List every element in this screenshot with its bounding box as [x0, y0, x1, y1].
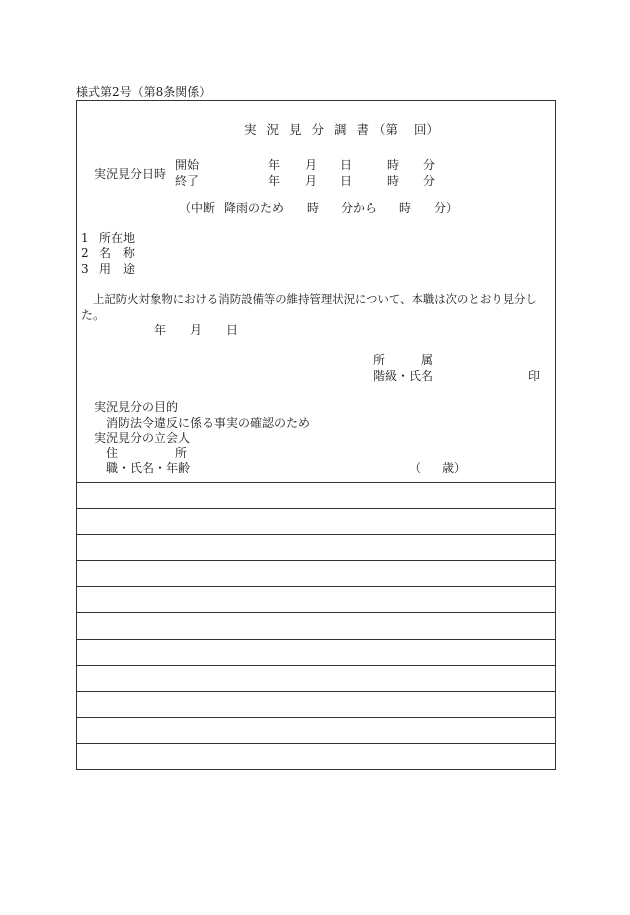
- interruption-open: （中断: [179, 201, 216, 215]
- affiliation-char: 属: [421, 353, 434, 367]
- start-label: 開始: [175, 158, 200, 172]
- date-month-unit: 月: [190, 323, 203, 337]
- witness-age-close: 歳）: [442, 461, 467, 475]
- end-year-unit: 年: [268, 174, 281, 188]
- start-year-unit: 年: [268, 158, 281, 172]
- form-number-header: 様式第2号（第8条関係）: [76, 85, 212, 99]
- item-label-char: 名: [99, 246, 112, 260]
- item-label-char: 途: [123, 262, 136, 276]
- affiliation-char: 所: [373, 353, 386, 367]
- item-label-char: 地: [123, 231, 136, 245]
- item-number: 2: [81, 246, 89, 260]
- title-number-close: 回）: [414, 122, 440, 137]
- start-hour-unit: 時: [387, 158, 400, 172]
- date-day-unit: 日: [226, 323, 239, 337]
- end-hour-unit: 時: [387, 174, 400, 188]
- start-minute-unit: 分: [423, 158, 436, 172]
- item-number: 3: [81, 262, 89, 276]
- title-char: 実: [244, 122, 257, 137]
- writing-line: [76, 612, 556, 613]
- title-number-open: （第: [373, 122, 399, 137]
- interruption-minute-from: 分から: [341, 201, 378, 215]
- witness-label: 実況見分の立会人: [94, 431, 191, 445]
- item-label-char: 在: [111, 231, 124, 245]
- end-label: 終了: [175, 174, 200, 188]
- start-month-unit: 月: [305, 158, 318, 172]
- date-year-unit: 年: [154, 323, 167, 337]
- statement-line-2: た。: [81, 308, 106, 322]
- start-day-unit: 日: [340, 158, 353, 172]
- document-title: [244, 124, 439, 137]
- writing-line: [76, 586, 556, 587]
- writing-line: [76, 482, 556, 483]
- end-minute-unit: 分: [423, 174, 436, 188]
- interruption-hour: 時: [307, 201, 320, 215]
- writing-line: [76, 743, 556, 744]
- interruption-minute-close: 分）: [434, 201, 459, 215]
- writing-line: [76, 665, 556, 666]
- datetime-label: 実況見分日時: [94, 167, 167, 181]
- statement-line-1: 上記防火対象物における消防設備等の維持管理状況について、本職は次のとおり見分し: [93, 292, 537, 306]
- title-char: 分: [311, 122, 325, 137]
- title-char: 調: [334, 122, 347, 137]
- seal-mark: 印: [528, 369, 541, 383]
- writing-line: [76, 691, 556, 692]
- writing-line: [76, 639, 556, 640]
- witness-occupation-label: 職・氏名・年齢: [106, 461, 191, 475]
- item-number: 1: [81, 231, 89, 245]
- item-label-char: 称: [123, 246, 136, 260]
- writing-line: [76, 717, 556, 718]
- title-char: 況: [266, 122, 280, 137]
- writing-line: [76, 508, 556, 509]
- interruption-reason: 降雨のため: [224, 201, 285, 215]
- item-label-char: 所: [99, 231, 112, 245]
- item-label-char: 用: [99, 262, 112, 276]
- end-month-unit: 月: [305, 174, 318, 188]
- writing-line: [76, 560, 556, 561]
- end-day-unit: 日: [340, 174, 353, 188]
- rank-name-label: 階級・氏名: [373, 369, 434, 383]
- purpose-label: 実況見分の目的: [94, 400, 179, 414]
- title-char: 書: [356, 122, 370, 137]
- title-char: 見: [289, 122, 302, 137]
- interruption-hour-2: 時: [399, 201, 412, 215]
- writing-line: [76, 534, 556, 535]
- witness-address-char: 所: [175, 446, 188, 460]
- purpose-text: 消防法令違反に係る事実の確認のため: [106, 416, 311, 430]
- witness-address-char: 住: [106, 446, 119, 460]
- witness-age-open: （: [409, 461, 422, 475]
